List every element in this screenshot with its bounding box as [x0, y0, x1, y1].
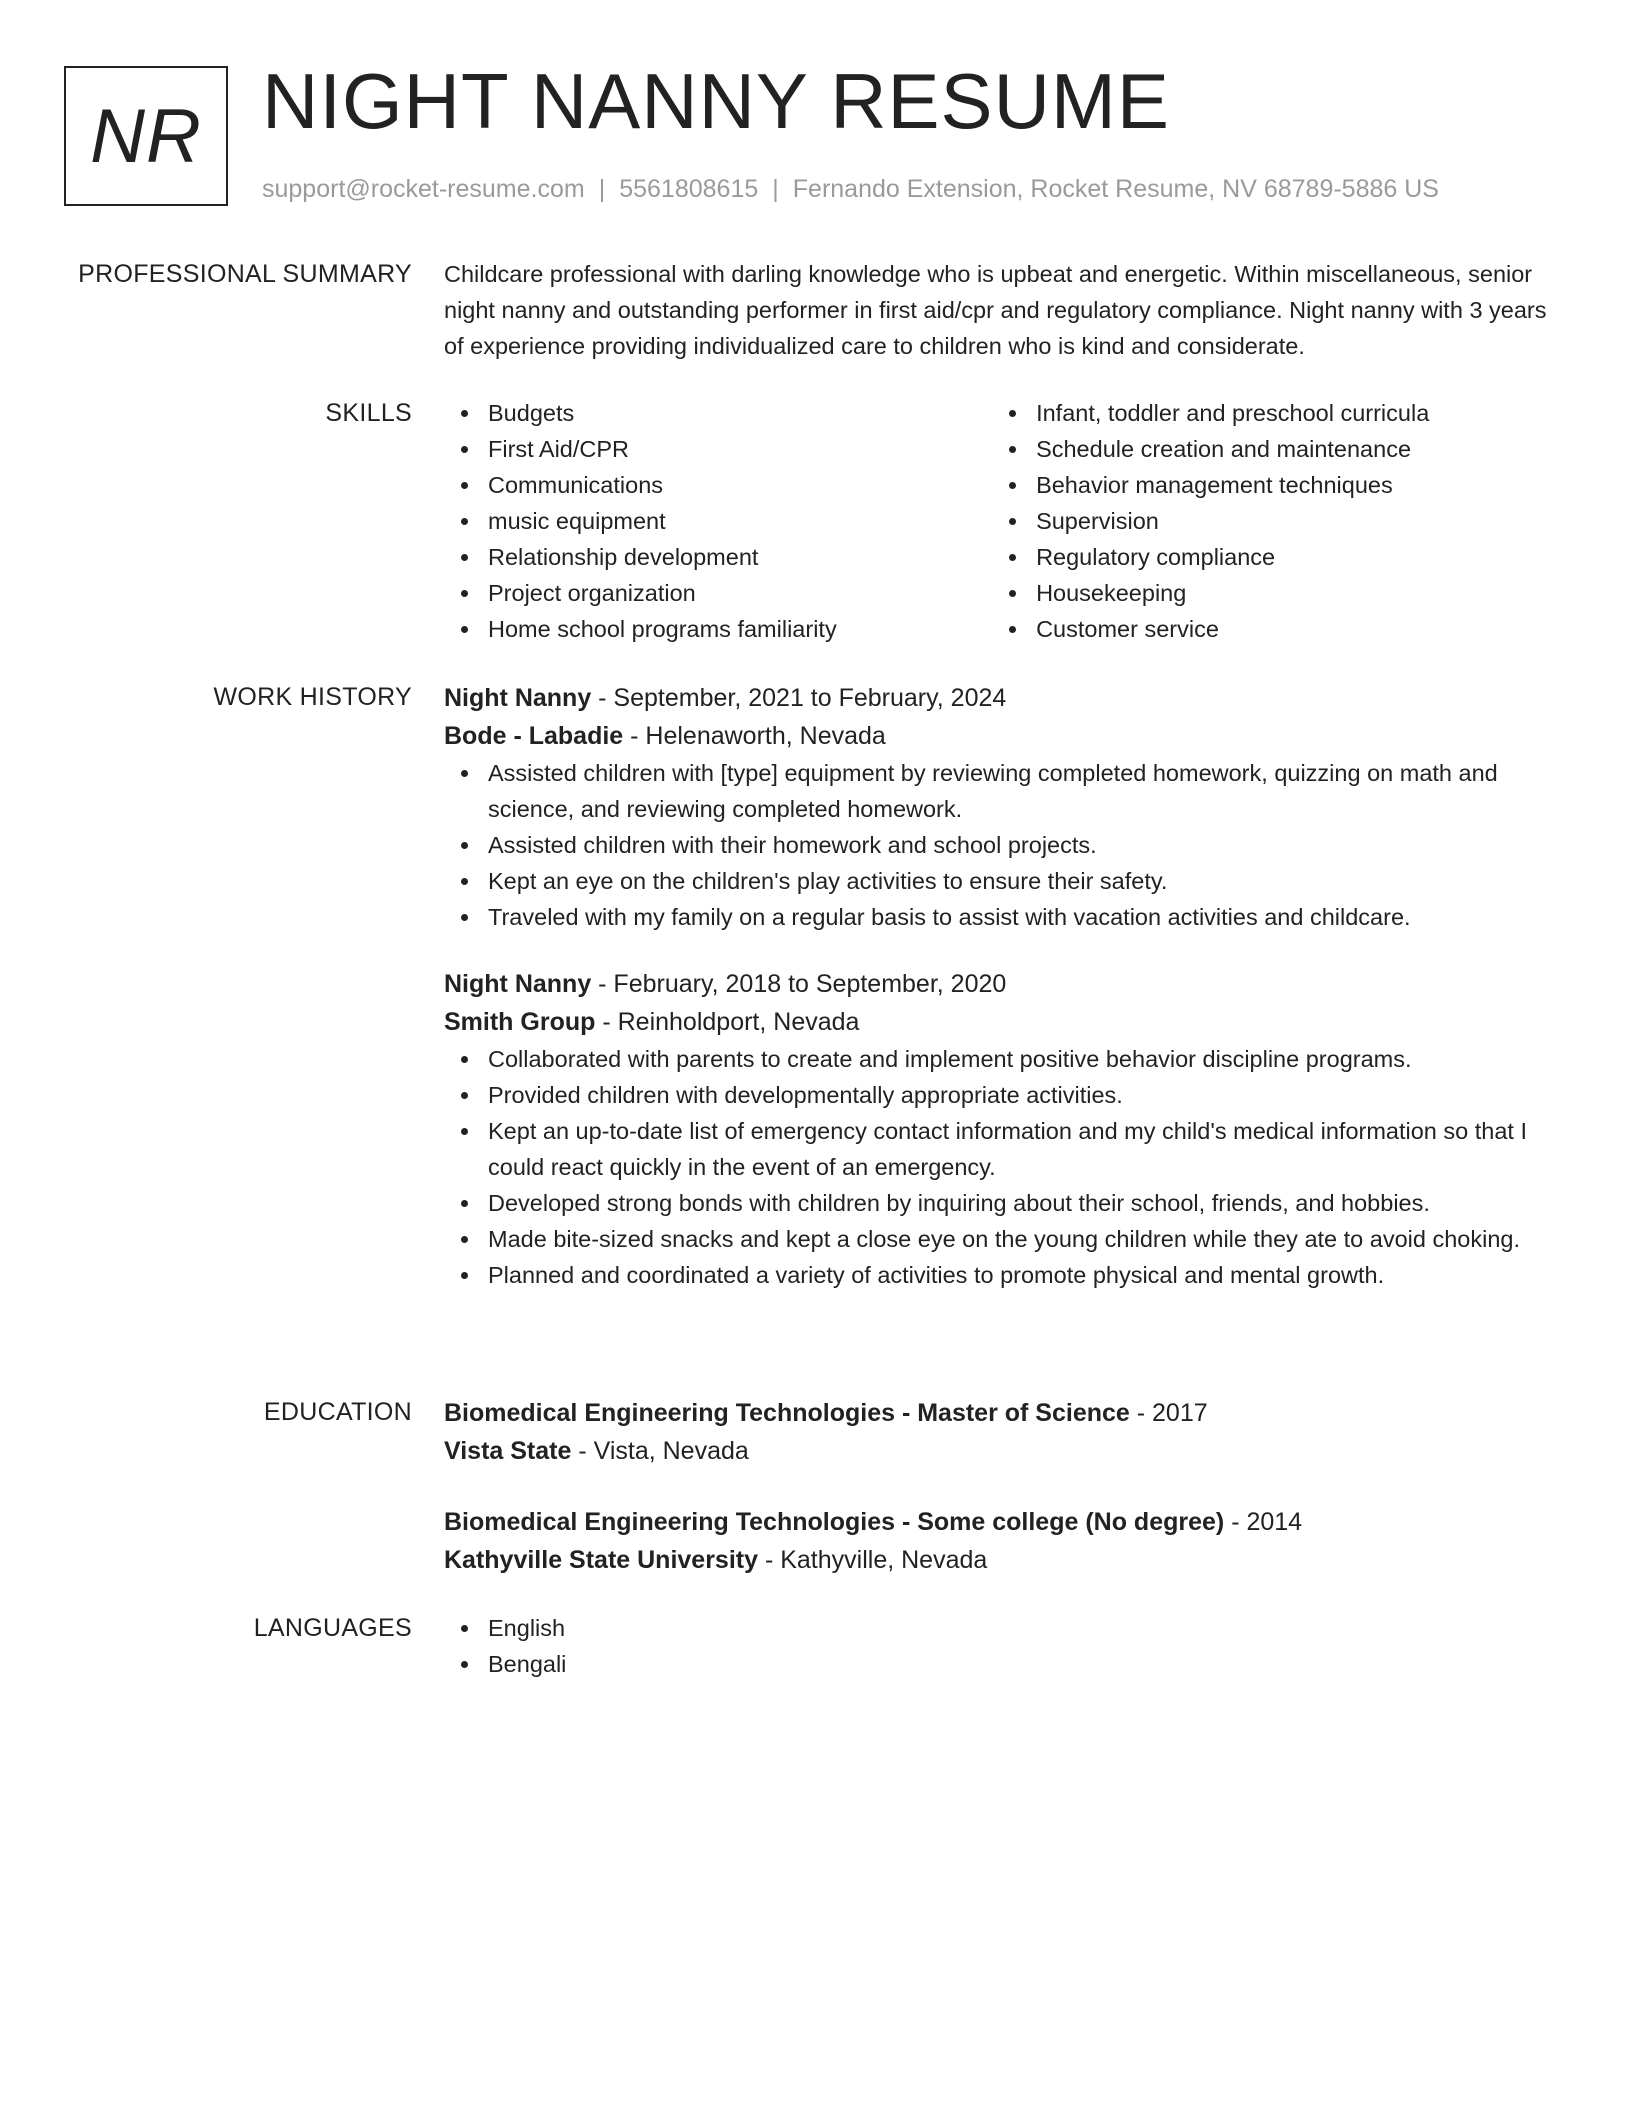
- degree-year: - 2014: [1224, 1508, 1303, 1536]
- monogram-initials: NR: [90, 93, 202, 179]
- summary-text: Childcare professional with darling knowledge who is upbeat and energetic. Within miscellaneous, senior night nanny and outstanding performer in first aid/cpr and regulatory compliance. Night nanny with 3 years of experience providing individualized care to children who is kind and considerate.: [444, 261, 1547, 359]
- job-duty: Assisted children with [type] equipment by reviewing completed homework, quizzing on math and science, and reviewing completed homework.: [488, 755, 1554, 827]
- section-heading-education: EDUCATION: [263, 1398, 412, 1426]
- employer-line: [444, 717, 1554, 755]
- resume-title: NIGHT NANNY RESUME: [262, 57, 1170, 145]
- job-duties-list: [444, 755, 1554, 935]
- job-duty: Kept an up-to-date list of emergency contact information and my child's medical information so that I could react quickly in the event of an emergency.: [488, 1113, 1554, 1185]
- section-heading-skills: SKILLS: [325, 399, 412, 427]
- contact-phone: 5561808615: [619, 175, 759, 203]
- school-name: Kathyville State University: [444, 1546, 759, 1574]
- skill-item: Communications: [488, 467, 992, 503]
- school-line: [444, 1432, 1554, 1470]
- job-title: Night Nanny: [444, 684, 592, 712]
- job-duty: Collaborated with parents to create and implement positive behavior discipline programs.: [488, 1041, 1554, 1077]
- skill-item: Relationship development: [488, 539, 992, 575]
- degree-name: Biomedical Engineering Technologies - Master of Science: [444, 1399, 1130, 1427]
- contact-email: support@rocket-resume.com: [262, 175, 585, 203]
- degree-line: [444, 1503, 1554, 1541]
- job-title-line: [444, 679, 1554, 717]
- languages-body: [444, 1610, 1554, 1682]
- school-line: [444, 1541, 1554, 1579]
- contact-address: Fernando Extension, Rocket Resume, NV 68789-5886 US: [792, 175, 1439, 203]
- employer-name: Bode - Labadie: [444, 722, 624, 750]
- skill-item: Behavior management techniques: [1036, 467, 1554, 503]
- section-heading-work: WORK HISTORY: [213, 683, 412, 711]
- contact-separator: |: [598, 175, 606, 203]
- job-duty: Assisted children with their homework and school projects.: [488, 827, 1554, 863]
- monogram-box: [64, 66, 228, 206]
- language-item: English: [488, 1610, 1554, 1646]
- education-body: [444, 1394, 1554, 1579]
- skill-item: music equipment: [488, 503, 992, 539]
- job-dates: - September, 2021 to February, 2024: [591, 684, 1007, 712]
- degree-year: - 2017: [1129, 1399, 1208, 1427]
- skill-item: Budgets: [488, 395, 992, 431]
- skills-columns: [444, 395, 1554, 647]
- employer-location: - Helenaworth, Nevada: [623, 722, 886, 750]
- job-duty: Kept an eye on the children's play activities to ensure their safety.: [488, 863, 1554, 899]
- school-location: - Kathyville, Nevada: [758, 1546, 988, 1574]
- skill-item: Supervision: [1036, 503, 1554, 539]
- skill-item: Housekeeping: [1036, 575, 1554, 611]
- job-title: Night Nanny: [444, 970, 592, 998]
- job-entry: [444, 965, 1554, 1293]
- skill-item: First Aid/CPR: [488, 431, 992, 467]
- degree-line: [444, 1394, 1554, 1432]
- contact-separator: |: [772, 175, 779, 203]
- employer-location: - Reinholdport, Nevada: [595, 1008, 860, 1036]
- job-duty: Provided children with developmentally appropriate activities.: [488, 1077, 1554, 1113]
- job-dates: - February, 2018 to September, 2020: [591, 970, 1007, 998]
- job-duty: Planned and coordinated a variety of activities to promote physical and mental growth.: [488, 1257, 1554, 1293]
- school-location: - Vista, Nevada: [571, 1437, 749, 1465]
- skill-item: Infant, toddler and preschool curricula: [1036, 395, 1554, 431]
- skill-item: Schedule creation and maintenance: [1036, 431, 1554, 467]
- skills-list-left: [444, 395, 992, 647]
- job-duties-list: [444, 1041, 1554, 1293]
- degree-name: Biomedical Engineering Technologies - Some college (No degree): [444, 1508, 1225, 1536]
- section-heading-languages: LANGUAGES: [253, 1614, 412, 1642]
- work-history-body: [444, 679, 1554, 1293]
- job-duty: Traveled with my family on a regular basis to assist with vacation activities and childcare.: [488, 899, 1554, 935]
- contact-line: [262, 172, 1439, 206]
- job-duty: Developed strong bonds with children by inquiring about their school, friends, and hobbies.: [488, 1185, 1554, 1221]
- education-entry: [444, 1503, 1554, 1579]
- skill-item: Customer service: [1036, 611, 1554, 647]
- job-duty: Made bite-sized snacks and kept a close eye on the young children while they ate to avoid choking.: [488, 1221, 1554, 1257]
- language-item: Bengali: [488, 1646, 1554, 1682]
- skill-item: Regulatory compliance: [1036, 539, 1554, 575]
- job-title-line: [444, 965, 1554, 1003]
- employer-line: [444, 1003, 1554, 1041]
- employer-name: Smith Group: [444, 1008, 596, 1036]
- skills-list-right: [992, 395, 1554, 647]
- skill-item: Project organization: [488, 575, 992, 611]
- languages-list: [444, 1610, 1554, 1682]
- education-entry: [444, 1394, 1554, 1470]
- school-name: Vista State: [444, 1437, 572, 1465]
- section-heading-summary: PROFESSIONAL SUMMARY: [78, 260, 412, 288]
- skill-item: Home school programs familiarity: [488, 611, 992, 647]
- job-entry: [444, 679, 1554, 935]
